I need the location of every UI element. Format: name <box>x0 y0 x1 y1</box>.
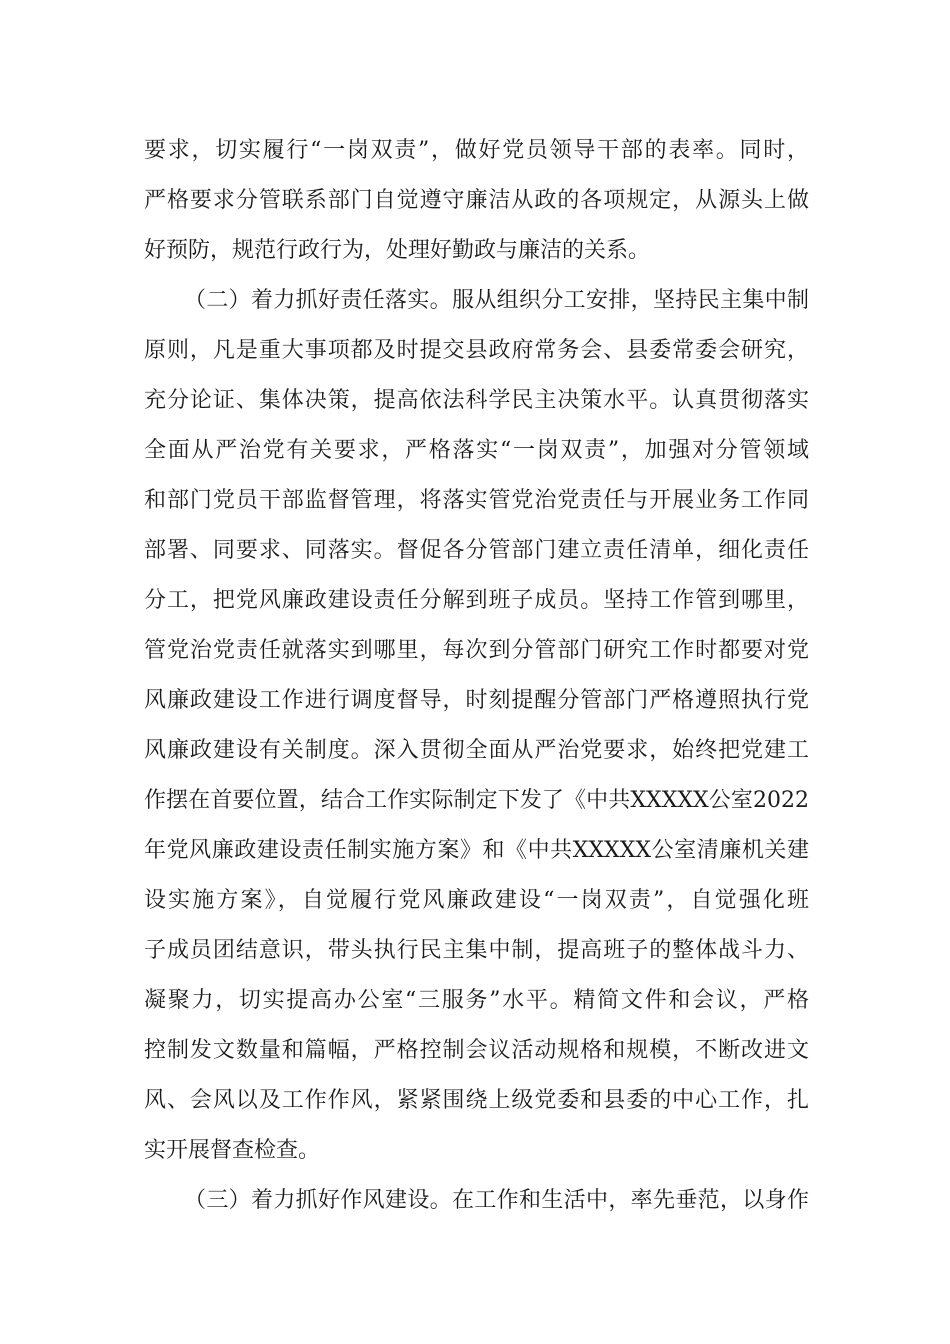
text-line: 子成员团结意识，带头执行民主集中制，提高班子的整体战斗力、 <box>144 938 809 963</box>
text-line: （二）着力抓好责任落实。服从组织分工安排，坚持民主集中制 <box>184 288 809 313</box>
text-line: 和部门党员干部监督管理，将落实管党治党责任与开展业务工作同 <box>144 488 809 513</box>
text-line: 凝聚力，切实提高办公室“三服务”水平。精简文件和会议，严格 <box>144 988 809 1013</box>
text-line: 作摆在首要位置，结合工作实际制定下发了《中共XXXXX公室2022 <box>144 788 809 813</box>
text-line: 原则，凡是重大事项都及时提交县政府常务会、县委常委会研究， <box>144 338 809 363</box>
text-line: 好预防，规范行政行为，处理好勤政与廉洁的关系。 <box>144 238 651 263</box>
text-line: 严格要求分管联系部门自觉遵守廉洁从政的各项规定，从源头上做 <box>144 188 809 213</box>
text-line: 年党风廉政建设责任制实施方案》和《中共XXXXX公室清廉机关建 <box>144 838 809 863</box>
text-line: 风廉政建设工作进行调度督导，时刻提醒分管部门严格遵照执行党 <box>144 688 809 713</box>
text-line: 充分论证、集体决策，提高依法科学民主决策水平。认真贯彻落实 <box>144 388 809 413</box>
text-line: 风、会风以及工作作风，紧紧围绕上级党委和县委的中心工作，扎 <box>144 1088 809 1113</box>
text-line: 分工，把党风廉政建设责任分解到班子成员。坚持工作管到哪里， <box>144 588 809 613</box>
text-line: 管党治党责任就落实到哪里，每次到分管部门研究工作时都要对党 <box>144 638 809 663</box>
text-line: 风廉政建设有关制度。深入贯彻全面从严治党要求，始终把党建工 <box>144 738 809 763</box>
document-body <box>144 126 809 1226</box>
text-line: （三）着力抓好作风建设。在工作和生活中，率先垂范，以身作 <box>184 1188 809 1213</box>
text-line: 控制发文数量和篇幅，严格控制会议活动规格和规模，不断改进文 <box>144 1038 809 1063</box>
text-line: 全面从严治党有关要求，严格落实“一岗双责”，加强对分管领域 <box>144 438 809 463</box>
text-line: 部署、同要求、同落实。督促各分管部门建立责任清单，细化责任 <box>144 538 809 563</box>
text-line: 实开展督查检查。 <box>144 1138 321 1163</box>
text-line: 要求，切实履行“一岗双责”，做好党员领导干部的表率。同时， <box>144 138 809 163</box>
text-line: 设实施方案》，自觉履行党风廉政建设“一岗双责”，自觉强化班 <box>144 888 809 913</box>
